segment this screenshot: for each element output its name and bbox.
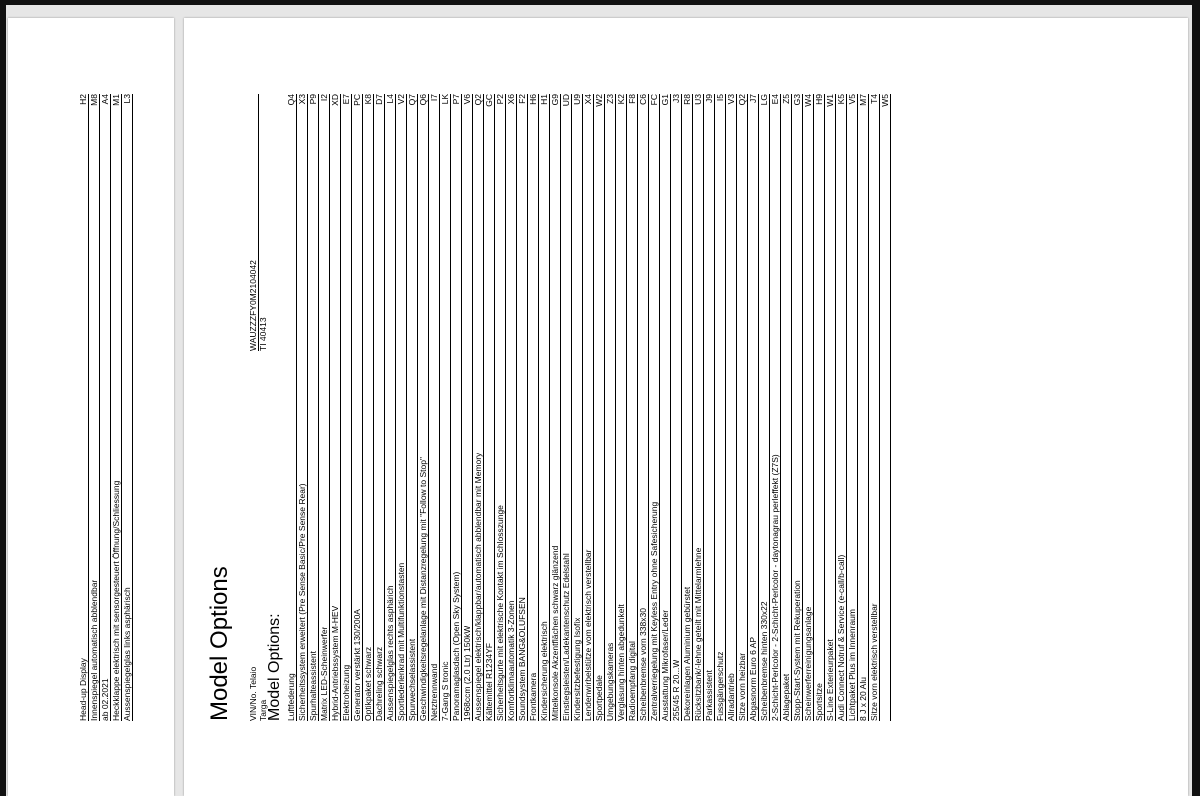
option-row <box>89 94 100 721</box>
option-row <box>528 94 539 721</box>
option-label: Komfortklimaautomatik 3-Zonen <box>506 600 516 721</box>
option-code: K5 <box>836 94 846 105</box>
option-label: Sportsitze <box>814 683 824 721</box>
option-code: J3 <box>671 94 681 103</box>
option-row <box>803 94 814 721</box>
option-label: Aussenspiegelglas rechts asphärich <box>385 585 395 721</box>
option-label: Spurwechselassistent <box>407 638 417 721</box>
option-code: P2 <box>495 94 505 105</box>
option-code: G3 <box>792 94 802 106</box>
page-title: Model Options <box>206 566 233 721</box>
option-row <box>869 94 880 721</box>
option-row <box>748 94 759 721</box>
document-page-1 <box>8 18 174 796</box>
option-row <box>858 94 869 721</box>
option-row <box>561 94 572 721</box>
option-label: Audi Connect Notruf & Service (e-call/b-call) <box>836 554 846 721</box>
option-code: M8 <box>89 94 99 106</box>
option-code: H6 <box>528 94 538 105</box>
vehicle-info <box>248 94 268 721</box>
option-label: Sportpedale <box>594 675 604 721</box>
option-label: Netztrennwand <box>429 663 439 721</box>
targa-value: TI 40413 <box>258 317 268 351</box>
option-label: Mittelkonsole Akzentflächen schwarz glänzend <box>550 545 560 721</box>
option-code: G9 <box>550 94 560 106</box>
option-row <box>484 94 495 721</box>
option-label: Luftfederung <box>286 673 296 721</box>
option-code: L4 <box>385 94 395 104</box>
option-code: V2 <box>396 94 406 105</box>
option-row <box>836 94 847 721</box>
option-label: Scheinwerferreinigungsanlage <box>803 606 813 721</box>
option-label: Dachreling schwarz <box>374 646 384 721</box>
option-row <box>649 94 660 721</box>
option-row <box>462 94 473 721</box>
option-row <box>330 94 341 721</box>
option-label: Sicherheitssystem erweitert (Pre Sense Basic/Pre Sense Rear) <box>297 483 307 721</box>
option-code: G1 <box>660 94 670 106</box>
option-row <box>660 94 671 721</box>
option-code: Q6 <box>418 94 428 106</box>
option-label: Sitze vorn heizbar <box>737 652 747 721</box>
option-label: Kältemittel R1234YF <box>484 643 494 721</box>
option-row <box>122 94 133 721</box>
option-label: 7-Gang S tronic <box>440 661 450 721</box>
option-code: Z5 <box>781 94 791 104</box>
option-row <box>737 94 748 721</box>
option-label: Innenspiegel automatisch abblendbar <box>89 579 99 721</box>
option-label: Dekoreinlagen Aluminium gebürstet <box>682 586 692 721</box>
option-code: L3 <box>122 94 132 104</box>
option-label: Parkassistent <box>704 669 714 721</box>
option-row <box>616 94 627 721</box>
option-label: Fussgängerschutz <box>715 651 725 721</box>
option-label: ab 02.2021 <box>100 678 110 721</box>
option-label: Kindersicherung elektrisch <box>539 621 549 721</box>
option-label: 1968ccm (2.0 Ltr) 150kW <box>462 625 472 721</box>
option-code: W1 <box>825 94 835 107</box>
option-code: Q7 <box>407 94 417 106</box>
option-label: Aussenspiegelglas links asphärisch <box>122 587 132 721</box>
option-code: I5 <box>715 94 725 102</box>
option-label: Zentralverriegelung mit Keyless Entry ohne Safesicherung <box>649 501 659 721</box>
option-row <box>759 94 770 721</box>
option-label: Heckklappe elektrisch mit sensorgesteuert Öffnung/Schliessung <box>111 480 121 721</box>
option-code: H1 <box>539 94 549 105</box>
option-row <box>726 94 737 721</box>
vin-value: WAUZZZFY0M2104042 <box>248 260 258 351</box>
option-row <box>286 94 297 721</box>
option-label: Allradantrieb <box>726 673 736 721</box>
option-label: Kindersitzbefestigung Isofix <box>572 617 582 721</box>
option-label: Elektroheizung <box>341 664 351 721</box>
document-page-2 <box>184 18 1188 796</box>
option-label: Frontkamera <box>528 672 538 721</box>
option-row <box>770 94 781 721</box>
option-label: Ablagepaket <box>781 673 791 721</box>
option-label: Matrix LED-Scheinwerfer <box>319 626 329 721</box>
option-code: H9 <box>814 94 824 105</box>
option-code: C6 <box>638 94 648 105</box>
option-label: Sicherheitsgurte mit elektrische Kontakt im Schlosszunge <box>495 505 505 721</box>
option-label: 2-Schicht-Perlcolor - 2-Schicht-Perlcolor - daytonagrau perleffekt (Z7S) <box>770 454 780 721</box>
option-row <box>374 94 385 721</box>
option-code: R8 <box>682 94 692 105</box>
option-code: X4 <box>583 94 593 105</box>
option-label: Lichtpaket Plus im Innenraum <box>847 609 857 721</box>
option-label: 255/45 R 20...W <box>671 659 681 721</box>
option-code: P9 <box>308 94 318 105</box>
option-row <box>111 94 122 721</box>
option-code: GC <box>484 94 494 107</box>
option-row <box>78 94 89 721</box>
option-row <box>847 94 858 721</box>
option-label: Panoramaglasdach (Open Sky System) <box>451 571 461 721</box>
option-label: Head-up Display <box>78 658 88 721</box>
page-1-rotated-content <box>8 18 174 796</box>
page-2-rotated-content <box>184 18 1188 796</box>
window-left-edge <box>0 0 6 796</box>
option-row <box>517 94 528 721</box>
option-row <box>396 94 407 721</box>
option-row <box>297 94 308 721</box>
option-row <box>473 94 484 721</box>
window-top-edge <box>0 0 1200 5</box>
vin-label: VIN/No. Telaio <box>248 666 258 721</box>
option-label: Optikpaket schwarz <box>363 646 373 721</box>
option-label: Aussenspiegel elektrisch/klappbar/automatisch abblendbar mit Memory <box>473 452 483 721</box>
option-label: Spurhalteassistent <box>308 651 318 721</box>
option-row <box>495 94 506 721</box>
option-label: Ausstattung Mikrofaser/Leder <box>660 609 670 721</box>
option-code: FC <box>649 94 659 106</box>
option-row <box>792 94 803 721</box>
option-code: A4 <box>100 94 110 105</box>
option-code: E4 <box>770 94 780 105</box>
option-label: Umgebungskameras <box>605 642 615 721</box>
option-code: PC <box>352 94 362 106</box>
option-label: Soundsystem BANG&OLUFSEN <box>517 597 527 721</box>
option-code: W5 <box>880 94 890 107</box>
option-row <box>100 94 111 721</box>
option-row <box>781 94 792 721</box>
option-code: I7 <box>429 94 439 102</box>
option-row <box>407 94 418 721</box>
option-row <box>506 94 517 721</box>
option-code: X3 <box>297 94 307 105</box>
option-row <box>572 94 583 721</box>
option-row <box>385 94 396 721</box>
option-row <box>429 94 440 721</box>
option-row <box>319 94 330 721</box>
option-label: Geschwindigkeitsregelanlage mit Distanzregelung mit "Follow to Stop" <box>418 457 428 721</box>
option-row <box>440 94 451 721</box>
option-code: X6 <box>506 94 516 105</box>
option-label: Einstiegsleisten/Ladekantenschutz Edelstahl <box>561 553 571 721</box>
option-code: M1 <box>111 94 121 106</box>
option-label: Verglasung hinten abgedunkelt <box>616 604 626 721</box>
option-code: W4 <box>803 94 813 107</box>
option-row <box>814 94 825 721</box>
option-code: Q2 <box>473 94 483 106</box>
option-code: Z3 <box>605 94 615 104</box>
option-code: J7 <box>748 94 758 103</box>
option-code: UD <box>561 94 571 107</box>
option-row <box>550 94 561 721</box>
options-list <box>286 94 891 721</box>
option-label: Lendenwirbelstütze vom elektrisch verstellbar <box>583 549 593 721</box>
option-code: D7 <box>374 94 384 105</box>
option-label: 8 J x 20 Alu <box>858 677 868 721</box>
option-code: T4 <box>869 94 879 104</box>
option-row <box>638 94 649 721</box>
option-label: Scheibenbremse vorn 338x30 <box>638 608 648 721</box>
option-code: W2 <box>594 94 604 107</box>
option-label: Sitze vorn elektrisch verstellbar <box>869 603 879 721</box>
option-code: V6 <box>462 94 472 105</box>
option-code: V5 <box>847 94 857 105</box>
option-code: Q4 <box>286 94 296 106</box>
option-label: Generator verstärkt 130/200A <box>352 609 362 721</box>
option-code: F8 <box>627 94 637 104</box>
option-row <box>825 94 836 721</box>
option-row <box>627 94 638 721</box>
option-code: K8 <box>363 94 373 105</box>
option-label: Sportlederlenkrad mit Multifunktionstasten <box>396 562 406 721</box>
option-code: LG <box>759 94 769 106</box>
option-label: S-Line Exterieurpaket <box>825 639 835 721</box>
option-row <box>605 94 616 721</box>
option-label: Hybrid-Antriebssystem M-HEV <box>330 605 340 721</box>
option-row <box>539 94 550 721</box>
option-code: Q2 <box>737 94 747 106</box>
option-row <box>715 94 726 721</box>
window-right-edge <box>1192 0 1200 796</box>
option-row <box>880 94 891 721</box>
option-code: J9 <box>704 94 714 103</box>
option-row <box>671 94 682 721</box>
option-row <box>451 94 462 721</box>
options-list-continued <box>78 94 133 721</box>
option-row <box>308 94 319 721</box>
targa-label: Targa <box>258 699 268 721</box>
option-row <box>682 94 693 721</box>
option-code: U3 <box>693 94 703 105</box>
option-row <box>704 94 715 721</box>
option-row <box>594 94 605 721</box>
option-code: I2 <box>319 94 329 102</box>
option-label: Rücksitzbank/-lehne geteilt mit Mittelarmlehne <box>693 547 703 721</box>
option-label: Radioempfang digital <box>627 641 637 721</box>
option-label: Scheibenbremse hinten 330x22 <box>759 601 769 721</box>
option-row <box>363 94 374 721</box>
option-row <box>693 94 704 721</box>
option-code: E7 <box>341 94 351 105</box>
option-label: Stopp-Start-System mit Rekuperation <box>792 580 802 721</box>
option-code: F2 <box>517 94 527 104</box>
option-code: XD <box>330 94 340 106</box>
option-code: P7 <box>451 94 461 105</box>
section-heading: Model Options: <box>266 613 283 721</box>
option-row <box>341 94 352 721</box>
option-code: V3 <box>726 94 736 105</box>
option-code: LK <box>440 94 450 105</box>
option-code: M7 <box>858 94 868 106</box>
option-code: H2 <box>78 94 88 105</box>
option-row <box>583 94 594 721</box>
option-code: K2 <box>616 94 626 105</box>
option-code: U9 <box>572 94 582 105</box>
option-row <box>352 94 363 721</box>
option-label: Abgasnorm Euro 6 AP <box>748 636 758 721</box>
option-row <box>418 94 429 721</box>
vin-row <box>248 94 258 721</box>
